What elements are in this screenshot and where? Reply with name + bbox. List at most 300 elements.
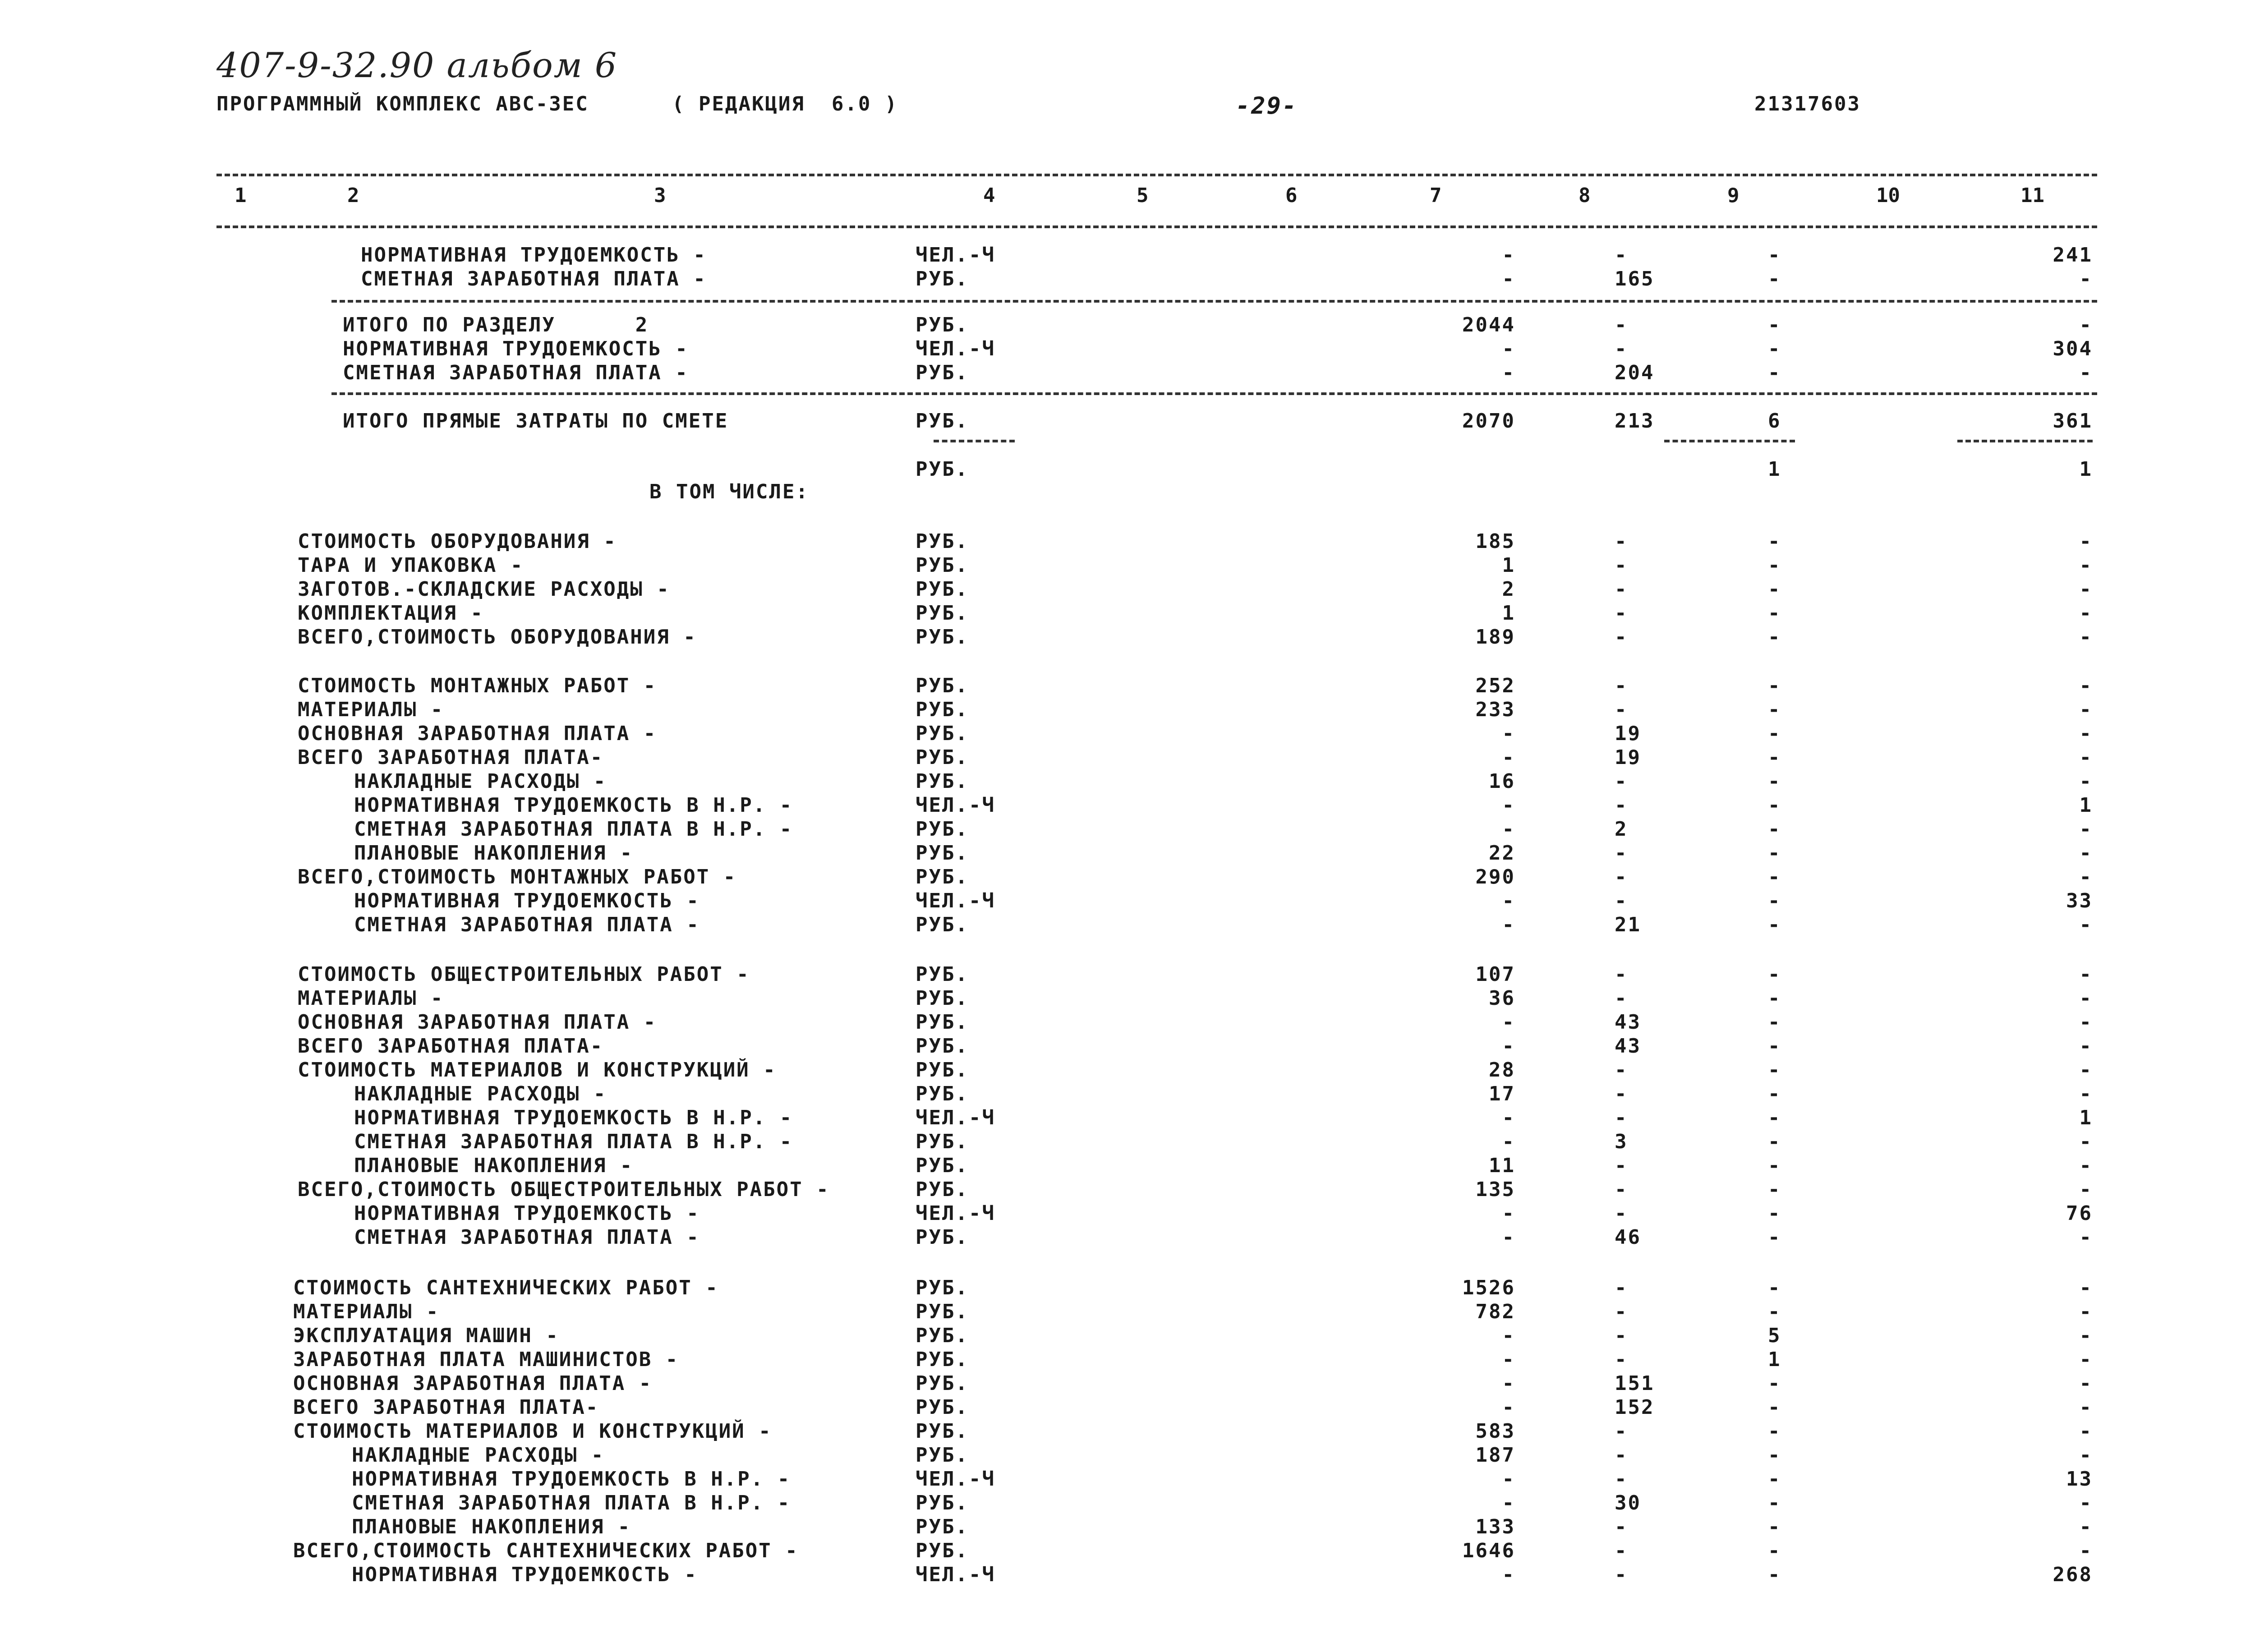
cell-col-8: -	[1615, 1539, 1628, 1562]
cell-col-8: 19	[1615, 746, 1641, 769]
subtotal-underline	[934, 440, 1015, 442]
table-row	[0, 554, 2120, 578]
cell-col-8: -	[1615, 554, 1628, 577]
row-unit: РУБ.	[916, 361, 969, 384]
table-row	[0, 1348, 2120, 1372]
cell-col-8: -	[1615, 530, 1628, 553]
row-label: СТОИМОСТЬ МАТЕРИАЛОВ И КОНСТРУКЦИЙ -	[298, 1058, 777, 1081]
row-unit: РУБ.	[916, 1539, 969, 1562]
cell-col-8: -	[1615, 1324, 1628, 1347]
row-unit: РУБ.	[916, 1396, 969, 1419]
table-row	[0, 1300, 2120, 1325]
cell-col-9: -	[1768, 818, 1781, 841]
cell-col-9: -	[1768, 1539, 1781, 1562]
cell-col-9: -	[1768, 746, 1781, 769]
cell-col-7: 133	[1475, 1515, 1515, 1538]
row-unit: РУБ.	[916, 1444, 969, 1467]
cell-col-9: -	[1768, 1515, 1781, 1538]
cell-col-9: -	[1768, 987, 1781, 1010]
cell-col-11: -	[2079, 602, 2093, 625]
column-header-4: 4	[983, 184, 995, 207]
row-unit: РУБ.	[916, 1491, 969, 1514]
cell-col-8: -	[1615, 337, 1628, 360]
row-unit: ЧЕЛ.-Ч	[916, 889, 995, 912]
cell-col-11: -	[2079, 913, 2093, 936]
row-unit: ЧЕЛ.-Ч	[916, 337, 995, 360]
row-unit: РУБ.	[916, 313, 969, 336]
row-unit: РУБ.	[916, 1324, 969, 1347]
cell-col-8: -	[1615, 1420, 1628, 1443]
cell-col-11: -	[2079, 1515, 2093, 1538]
row-unit: РУБ.	[916, 987, 969, 1010]
cell-col-9: -	[1768, 1035, 1781, 1058]
cell-col-9: -	[1768, 244, 1781, 267]
table-row	[0, 1154, 2120, 1178]
cell-col-11: -	[2079, 554, 2093, 577]
row-label: НОРМАТИВНАЯ ТРУДОЕМКОСТЬ В Н.Р. -	[354, 1106, 793, 1129]
cell-col-7: 135	[1475, 1178, 1515, 1201]
cell-col-8: 21	[1615, 913, 1641, 936]
subtotal-underline	[1664, 440, 1795, 442]
cell-col-8: -	[1615, 626, 1628, 649]
cell-col-11: -	[2079, 1082, 2093, 1105]
row-label: НОРМАТИВНАЯ ТРУДОЕМКОСТЬ В Н.Р. -	[352, 1468, 791, 1491]
cell-col-8: -	[1615, 578, 1628, 601]
cell-col-9: -	[1768, 313, 1781, 336]
row-label: ИТОГО ПО РАЗДЕЛУ 2	[343, 313, 649, 336]
table-row	[0, 1011, 2120, 1035]
table-row	[0, 1276, 2120, 1301]
header-bottom-rule	[216, 225, 2097, 228]
cell-col-8: -	[1615, 794, 1628, 817]
column-header-11: 11	[2020, 184, 2044, 207]
cell-col-9: -	[1768, 1082, 1781, 1105]
row-label: СМЕТНАЯ ЗАРАБОТНАЯ ПЛАТА В Н.Р. -	[354, 818, 793, 841]
row-unit: ЧЕЛ.-Ч	[916, 1563, 995, 1586]
row-label: НОРМАТИВНАЯ ТРУДОЕМКОСТЬ -	[361, 244, 707, 267]
cell-col-7: 233	[1475, 698, 1515, 721]
row-label: ЗАГОТОВ.-СКЛАДСКИЕ РАСХОДЫ -	[298, 578, 670, 601]
row-unit: РУБ.	[916, 1058, 969, 1081]
row-label: ПЛАНОВЫЕ НАКОПЛЕНИЯ -	[354, 1154, 634, 1177]
row-unit: РУБ.	[916, 602, 969, 625]
table-row	[0, 1130, 2120, 1155]
row-label: МАТЕРИАЛЫ -	[293, 1300, 440, 1323]
cell-col-7: 1526	[1462, 1276, 1515, 1299]
cell-col-8: 43	[1615, 1035, 1641, 1058]
row-label: ПЛАНОВЫЕ НАКОПЛЕНИЯ -	[354, 842, 634, 865]
cell-col-7: -	[1502, 794, 1515, 817]
cell-col-7: -	[1502, 1372, 1515, 1395]
cell-col-8: -	[1615, 1106, 1628, 1129]
table-row	[0, 770, 2120, 794]
column-header-6: 6	[1285, 184, 1298, 207]
table-row	[0, 818, 2120, 842]
cell-col-9: -	[1768, 1178, 1781, 1201]
cell-col-7: 2070	[1462, 410, 1515, 433]
cell-col-8: 46	[1615, 1226, 1641, 1249]
row-unit: РУБ.	[916, 674, 969, 697]
cell-col-7: 22	[1489, 842, 1515, 865]
row-label: ИТОГО ПРЯМЫЕ ЗАТРАТЫ ПО СМЕТЕ	[343, 410, 729, 433]
cell-col-8: -	[1615, 889, 1628, 912]
cell-col-7: -	[1502, 1226, 1515, 1249]
table-row	[0, 842, 2120, 866]
row-label: СМЕТНАЯ ЗАРАБОТНАЯ ПЛАТА В Н.Р. -	[354, 1130, 793, 1153]
cell-col-11: -	[2079, 1130, 2093, 1153]
cell-col-9: -	[1768, 794, 1781, 817]
row-label: СМЕТНАЯ ЗАРАБОТНАЯ ПЛАТА -	[354, 913, 700, 936]
table-row	[0, 963, 2120, 987]
cell-col-11: -	[2079, 626, 2093, 649]
row-unit: РУБ.	[916, 267, 969, 290]
cell-col-8: -	[1615, 1444, 1628, 1467]
row-unit: ЧЕЛ.-Ч	[916, 244, 995, 267]
cell-col-11: -	[2079, 267, 2093, 290]
row-unit: РУБ.	[916, 722, 969, 745]
table-row	[0, 244, 2120, 268]
row-label: ВСЕГО,СТОИМОСТЬ ОБЩЕСТРОИТЕЛЬНЫХ РАБОТ -	[298, 1178, 830, 1201]
cell-col-7: 17	[1489, 1082, 1515, 1105]
table-row	[0, 987, 2120, 1011]
table-row	[0, 913, 2120, 938]
row-label: НАКЛАДНЫЕ РАСХОДЫ -	[354, 1082, 607, 1105]
cell-col-11: -	[2079, 1444, 2093, 1467]
table-row	[0, 1491, 2120, 1516]
row-unit: РУБ.	[916, 698, 969, 721]
cell-col-7: -	[1502, 267, 1515, 290]
page-number: -29-	[1236, 92, 1298, 120]
table-row	[0, 1372, 2120, 1396]
cell-col-8: 2	[1615, 818, 1628, 841]
cell-col-8: -	[1615, 244, 1628, 267]
column-header-7: 7	[1430, 184, 1442, 207]
cell-col-8: -	[1615, 1178, 1628, 1201]
cell-col-7: 189	[1475, 626, 1515, 649]
cell-col-11: 241	[2053, 244, 2093, 267]
cell-col-8: -	[1615, 1468, 1628, 1491]
row-label: ЭКСПЛУАТАЦИЯ МАШИН -	[293, 1324, 559, 1347]
row-unit: РУБ.	[916, 746, 969, 769]
cell-col-7: -	[1502, 889, 1515, 912]
cell-col-9: -	[1768, 554, 1781, 577]
cell-col-11: -	[2079, 818, 2093, 841]
cell-col-11: 1	[2079, 1106, 2093, 1129]
cell-col-11: -	[2079, 1300, 2093, 1323]
row-label: СМЕТНАЯ ЗАРАБОТНАЯ ПЛАТА -	[354, 1226, 700, 1249]
cell-col-9: -	[1768, 698, 1781, 721]
table-row	[0, 1563, 2120, 1588]
cell-col-8: -	[1615, 1563, 1628, 1586]
cell-col-7: -	[1502, 361, 1515, 384]
cell-col-9: -	[1768, 530, 1781, 553]
row-unit: РУБ.	[916, 410, 969, 433]
table-row	[0, 361, 2120, 386]
cell-col-11: -	[2079, 1035, 2093, 1058]
cell-col-9: -	[1768, 1058, 1781, 1081]
row-unit: РУБ.	[916, 1011, 969, 1034]
cell-col-7: 28	[1489, 1058, 1515, 1081]
cell-col-8: -	[1615, 1082, 1628, 1105]
cell-col-7: -	[1502, 722, 1515, 745]
cell-col-11: -	[2079, 722, 2093, 745]
row-unit: РУБ.	[916, 1178, 969, 1201]
column-header-9: 9	[1727, 184, 1740, 207]
row-unit: РУБ.	[916, 1035, 969, 1058]
cell-col-8: -	[1615, 987, 1628, 1010]
cell-col-11: -	[2079, 1058, 2093, 1081]
cell-col-9: -	[1768, 337, 1781, 360]
cell-col-9: -	[1768, 1202, 1781, 1225]
table-row	[0, 626, 2120, 650]
row-unit: РУБ.	[916, 1420, 969, 1443]
cell-col-9: -	[1768, 842, 1781, 865]
cell-col-11: -	[2079, 1372, 2093, 1395]
row-unit: РУБ.	[916, 1130, 969, 1153]
column-header-5: 5	[1137, 184, 1149, 207]
row-unit: РУБ.	[916, 578, 969, 601]
row-unit: РУБ.	[916, 963, 969, 986]
column-header-row	[216, 184, 2097, 216]
cell-col-11: 13	[2066, 1468, 2093, 1491]
row-unit: РУБ.	[916, 770, 969, 793]
section-rule	[331, 300, 2097, 303]
table-row	[0, 1082, 2120, 1107]
row-label: МАТЕРИАЛЫ -	[298, 698, 444, 721]
cell-col-9: -	[1768, 889, 1781, 912]
cell-col-11: -	[2079, 1154, 2093, 1177]
row-unit: РУБ.	[916, 1226, 969, 1249]
column-header-8: 8	[1578, 184, 1591, 207]
cell-col-8: -	[1615, 698, 1628, 721]
cell-col-8: -	[1615, 842, 1628, 865]
row-label: МАТЕРИАЛЫ -	[298, 987, 444, 1010]
cell-col-11: -	[2079, 1276, 2093, 1299]
row-unit: РУБ.	[916, 1372, 969, 1395]
row-unit: РУБ.	[916, 913, 969, 936]
cell-col-7: 185	[1475, 530, 1515, 553]
cell-col-7: -	[1502, 337, 1515, 360]
cell-col-9: 1	[1768, 458, 1781, 481]
cell-col-7: -	[1502, 1348, 1515, 1371]
cell-col-8: -	[1615, 1058, 1628, 1081]
row-label: СТОИМОСТЬ ОБОРУДОВАНИЯ -	[298, 530, 617, 553]
cell-col-9: -	[1768, 1106, 1781, 1129]
cell-col-7: 290	[1475, 865, 1515, 888]
table-row	[0, 458, 2120, 482]
row-unit: ЧЕЛ.-Ч	[916, 1202, 995, 1225]
table-row	[0, 1058, 2120, 1083]
cell-col-9: -	[1768, 913, 1781, 936]
cell-col-9: -	[1768, 626, 1781, 649]
cell-col-8: -	[1615, 1515, 1628, 1538]
table-row	[0, 794, 2120, 818]
row-unit: ЧЕЛ.-Ч	[916, 1468, 995, 1491]
table-row	[0, 674, 2120, 699]
cell-col-7: -	[1502, 1035, 1515, 1058]
cell-col-8: -	[1615, 313, 1628, 336]
cell-col-7: 252	[1475, 674, 1515, 697]
cell-col-9: -	[1768, 1491, 1781, 1514]
cell-col-9: -	[1768, 1420, 1781, 1443]
row-label: НОРМАТИВНАЯ ТРУДОЕМКОСТЬ -	[354, 1202, 700, 1225]
subtotal-underline	[1957, 440, 2093, 442]
row-unit: РУБ.	[916, 530, 969, 553]
cell-col-8: 19	[1615, 722, 1641, 745]
cell-col-7: 782	[1475, 1300, 1515, 1323]
cell-col-9: -	[1768, 770, 1781, 793]
row-unit: РУБ.	[916, 1154, 969, 1177]
cell-col-11: 361	[2053, 410, 2093, 433]
row-label: ВСЕГО,СТОИМОСТЬ МОНТАЖНЫХ РАБОТ -	[298, 865, 737, 888]
column-header-1: 1	[235, 184, 247, 207]
cell-col-9: -	[1768, 963, 1781, 986]
row-unit: РУБ.	[916, 626, 969, 649]
cell-col-11: -	[2079, 987, 2093, 1010]
table-row	[0, 865, 2120, 890]
cell-col-8: 151	[1615, 1372, 1655, 1395]
table-row	[0, 1396, 2120, 1420]
cell-col-8: -	[1615, 674, 1628, 697]
cell-col-7: -	[1502, 746, 1515, 769]
table-row	[0, 889, 2120, 914]
cell-col-11: -	[2079, 1348, 2093, 1371]
cell-col-7: 2044	[1462, 313, 1515, 336]
cell-col-7: 1646	[1462, 1539, 1515, 1562]
row-label: СТОИМОСТЬ МОНТАЖНЫХ РАБОТ -	[298, 674, 657, 697]
cell-col-11: -	[2079, 578, 2093, 601]
cell-col-7: -	[1502, 1011, 1515, 1034]
table-row	[0, 1226, 2120, 1250]
cell-col-9: -	[1768, 674, 1781, 697]
table-row	[0, 1324, 2120, 1348]
table-row	[0, 1420, 2120, 1444]
row-label: НАКЛАДНЫЕ РАСХОДЫ -	[354, 770, 607, 793]
cell-col-9: -	[1768, 1300, 1781, 1323]
row-label: СТОИМОСТЬ МАТЕРИАЛОВ И КОНСТРУКЦИЙ -	[293, 1420, 772, 1443]
cell-col-7: 11	[1489, 1154, 1515, 1177]
row-label: ВСЕГО,СТОИМОСТЬ САНТЕХНИЧЕСКИХ РАБОТ -	[293, 1539, 799, 1562]
cell-col-11: -	[2079, 1420, 2093, 1443]
row-unit: РУБ.	[916, 865, 969, 888]
cell-col-9: -	[1768, 1130, 1781, 1153]
cell-col-8: -	[1615, 963, 1628, 986]
row-label: ЗАРАБОТНАЯ ПЛАТА МАШИНИСТОВ -	[293, 1348, 679, 1371]
table-row	[0, 746, 2120, 770]
cell-col-7: 583	[1475, 1420, 1515, 1443]
table-row	[0, 337, 2120, 362]
row-unit: РУБ.	[916, 818, 969, 841]
row-label: НОРМАТИВНАЯ ТРУДОЕМКОСТЬ -	[343, 337, 689, 360]
row-label: ВСЕГО ЗАРАБОТНАЯ ПЛАТА-	[293, 1396, 599, 1419]
cell-col-7: -	[1502, 1324, 1515, 1347]
table-row	[0, 578, 2120, 602]
cell-col-9: -	[1768, 1444, 1781, 1467]
row-label: СМЕТНАЯ ЗАРАБОТНАЯ ПЛАТА В Н.Р. -	[352, 1491, 791, 1514]
cell-col-8: 43	[1615, 1011, 1641, 1034]
cell-col-7: -	[1502, 1202, 1515, 1225]
cell-col-7: -	[1502, 818, 1515, 841]
cell-col-11: -	[2079, 1178, 2093, 1201]
row-unit: РУБ.	[916, 1276, 969, 1299]
cell-col-8: -	[1615, 1300, 1628, 1323]
row-unit: РУБ.	[916, 458, 969, 481]
row-label: СТОИМОСТЬ ОБЩЕСТРОИТЕЛЬНЫХ РАБОТ -	[298, 963, 750, 986]
cell-col-11: -	[2079, 842, 2093, 865]
cell-col-8: -	[1615, 865, 1628, 888]
cell-col-7: -	[1502, 244, 1515, 267]
cell-col-9: -	[1768, 865, 1781, 888]
edition-label: ( РЕДАКЦИЯ 6.0 )	[672, 92, 898, 115]
row-label: ВСЕГО ЗАРАБОТНАЯ ПЛАТА-	[298, 746, 604, 769]
cell-col-11: -	[2079, 1324, 2093, 1347]
row-label: СМЕТНАЯ ЗАРАБОТНАЯ ПЛАТА -	[361, 267, 707, 290]
row-unit: РУБ.	[916, 1515, 969, 1538]
cell-col-11: -	[2079, 770, 2093, 793]
cell-col-7: 107	[1475, 963, 1515, 986]
row-unit: РУБ.	[916, 1300, 969, 1323]
document-code: 21317603	[1754, 92, 1861, 115]
cell-col-11: -	[2079, 530, 2093, 553]
table-row	[0, 267, 2120, 292]
cell-col-11: -	[2079, 746, 2093, 769]
row-label: ОСНОВНАЯ ЗАРАБОТНАЯ ПЛАТА -	[298, 1011, 657, 1034]
cell-col-11: -	[2079, 1396, 2093, 1419]
cell-col-11: 33	[2066, 889, 2093, 912]
column-header-10: 10	[1876, 184, 1900, 207]
column-header-2: 2	[347, 184, 359, 207]
cell-col-8: -	[1615, 1154, 1628, 1177]
cell-col-8: -	[1615, 1348, 1628, 1371]
top-rule	[216, 174, 2097, 176]
row-label: КОМПЛЕКТАЦИЯ -	[298, 602, 484, 625]
cell-col-7: -	[1502, 913, 1515, 936]
cell-col-9: -	[1768, 1372, 1781, 1395]
cell-col-9: -	[1768, 602, 1781, 625]
cell-col-9: -	[1768, 361, 1781, 384]
row-label: НАКЛАДНЫЕ РАСХОДЫ -	[352, 1444, 605, 1467]
table-row	[0, 722, 2120, 746]
cell-col-11: 268	[2053, 1563, 2093, 1586]
cell-col-11: 1	[2079, 458, 2093, 481]
cell-col-9: -	[1768, 267, 1781, 290]
row-label: ОСНОВНАЯ ЗАРАБОТНАЯ ПЛАТА -	[293, 1372, 653, 1395]
table-row	[0, 1202, 2120, 1226]
cell-col-11: -	[2079, 361, 2093, 384]
cell-col-11: -	[2079, 1011, 2093, 1034]
table-row	[0, 410, 2120, 434]
row-unit: РУБ.	[916, 554, 969, 577]
cell-col-7: -	[1502, 1396, 1515, 1419]
table-row	[0, 313, 2120, 338]
table-row	[0, 1468, 2120, 1492]
cell-col-8: 213	[1615, 410, 1655, 433]
cell-col-11: -	[2079, 313, 2093, 336]
cell-col-8: 204	[1615, 361, 1655, 384]
row-unit: РУБ.	[916, 1348, 969, 1371]
cell-col-7: -	[1502, 1563, 1515, 1586]
row-unit: ЧЕЛ.-Ч	[916, 794, 995, 817]
row-label: НОРМАТИВНАЯ ТРУДОЕМКОСТЬ -	[352, 1563, 698, 1586]
cell-col-11: -	[2079, 963, 2093, 986]
row-label: НОРМАТИВНАЯ ТРУДОЕМКОСТЬ В Н.Р. -	[354, 794, 793, 817]
cell-col-8: -	[1615, 1202, 1628, 1225]
table-row	[0, 1515, 2120, 1540]
in-that-number-label: В ТОМ ЧИСЛЕ:	[649, 480, 809, 503]
row-unit: ЧЕЛ.-Ч	[916, 1106, 995, 1129]
column-header-3: 3	[654, 184, 666, 207]
cell-col-9: -	[1768, 1563, 1781, 1586]
